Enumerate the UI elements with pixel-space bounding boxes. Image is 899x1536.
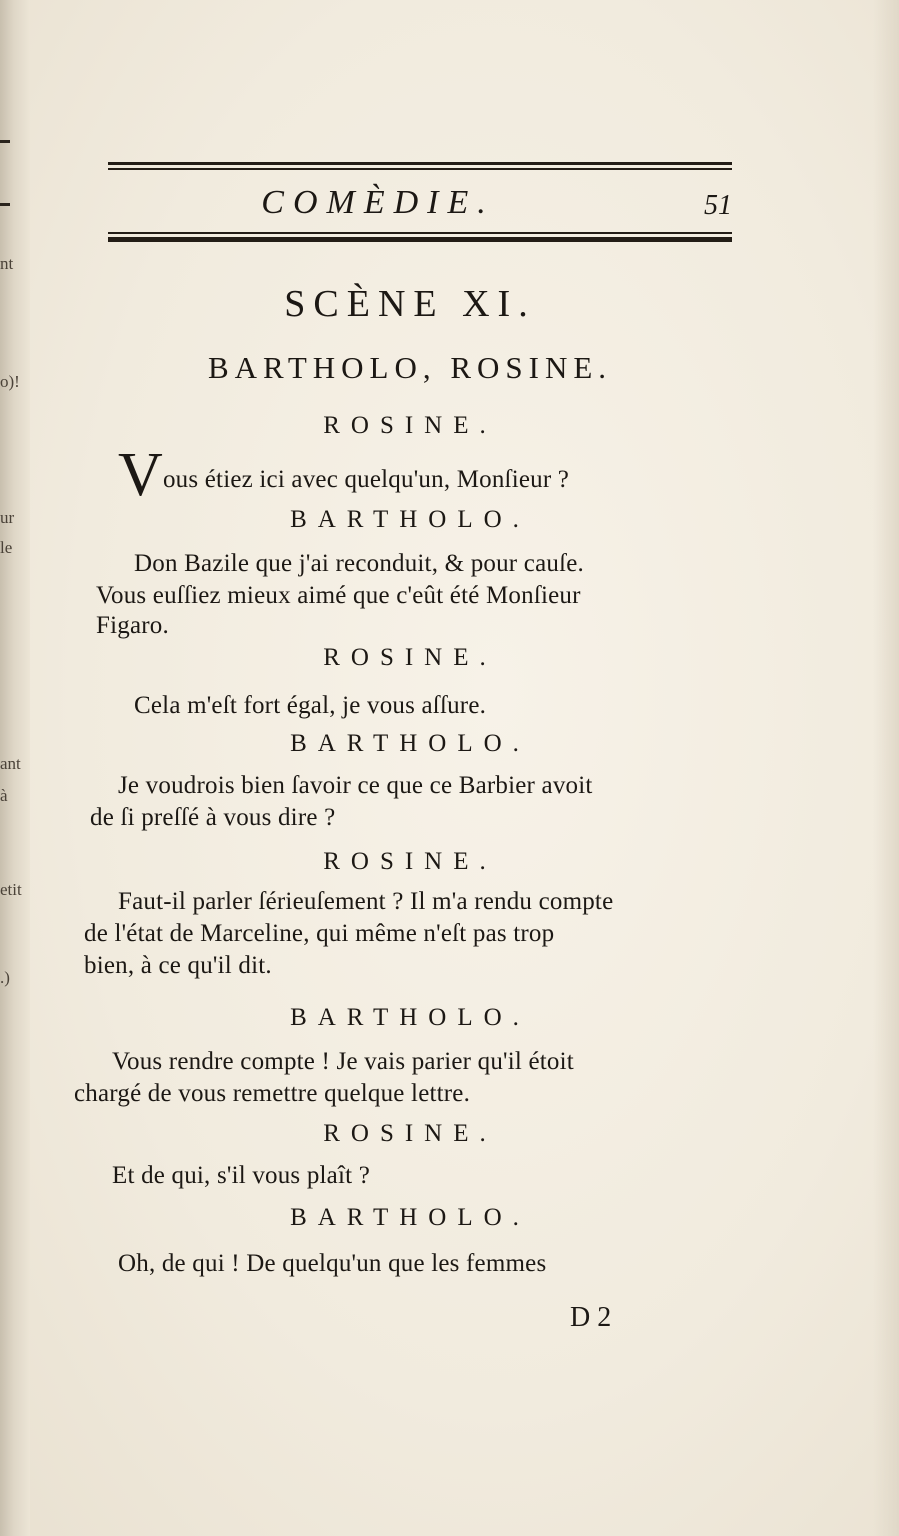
dialogue-line: bien, à ce qu'il dit.: [84, 952, 272, 979]
speaker-label: ROSINE.: [323, 412, 497, 439]
speaker-label: ROSINE.: [323, 848, 497, 875]
header-rule-top: [108, 168, 732, 170]
signature-mark: D 2: [570, 1302, 612, 1333]
speaker-label: ROSINE.: [323, 644, 497, 671]
edge-rule: [0, 203, 10, 206]
header-rule-top: [108, 162, 732, 165]
edge-rule: [0, 140, 10, 143]
speaker-label: BARTHOLO.: [290, 506, 530, 533]
margin-fragment: nt: [0, 254, 14, 273]
dialogue-line: [118, 441, 570, 509]
scene-heading: SCÈNE XI.: [284, 283, 536, 325]
margin-fragment: .): [0, 968, 10, 987]
speaker-label: BARTHOLO.: [290, 730, 530, 757]
dialogue-line: Et de qui, s'il vous plaît ?: [112, 1162, 370, 1189]
dialogue-line: Vous rendre compte ! Je vais parier qu'il étoit: [112, 1048, 574, 1075]
speaker-label: BARTHOLO.: [290, 1204, 530, 1231]
dialogue-line: Vous euſſiez mieux aimé que c'eût été Monſieur: [96, 582, 581, 609]
page-number: 51: [704, 190, 732, 221]
margin-fragment: à: [0, 786, 8, 805]
dialogue-line: Faut-il parler ſérieuſement ? Il m'a rendu compte: [118, 888, 614, 915]
running-head-title: COMÈDIE.: [261, 184, 495, 221]
header-rule-bottom: [108, 237, 732, 242]
dialogue-line: de ſi preſſé à vous dire ?: [90, 804, 336, 831]
running-head: [108, 184, 732, 230]
dialogue-line: Je voudrois bien ſavoir ce que ce Barbier avoit: [118, 772, 593, 799]
facing-page-edge: [0, 0, 30, 1536]
speaker-label: ROSINE.: [323, 1120, 497, 1147]
dialogue-line: Don Bazile que j'ai reconduit, & pour cauſe.: [134, 550, 584, 577]
dialogue-line: de l'état de Marceline, qui même n'eſt pas trop: [84, 920, 555, 947]
margin-fragment: le: [0, 538, 13, 557]
dialogue-line: Figaro.: [96, 612, 169, 639]
dialogue-line: Oh, de qui ! De quelqu'un que les femmes: [118, 1250, 547, 1277]
margin-fragment: etit: [0, 880, 22, 899]
dialogue-text: ous étiez ici avec quelqu'un, Monſieur ?: [162, 466, 570, 493]
margin-fragment: ant: [0, 754, 21, 773]
drop-cap: V: [118, 441, 163, 509]
dialogue-line: Cela m'eſt fort égal, je vous aſſure.: [134, 692, 487, 719]
margin-fragment: ur: [0, 508, 15, 527]
dialogue-line: chargé de vous remettre quelque lettre.: [74, 1080, 471, 1107]
header-rule-bottom: [108, 232, 732, 234]
speaker-label: BARTHOLO.: [290, 1004, 530, 1031]
margin-fragment: o)!: [0, 372, 20, 391]
cast-list: BARTHOLO, ROSINE.: [207, 350, 613, 385]
page-edge-shadow: [873, 0, 899, 1536]
